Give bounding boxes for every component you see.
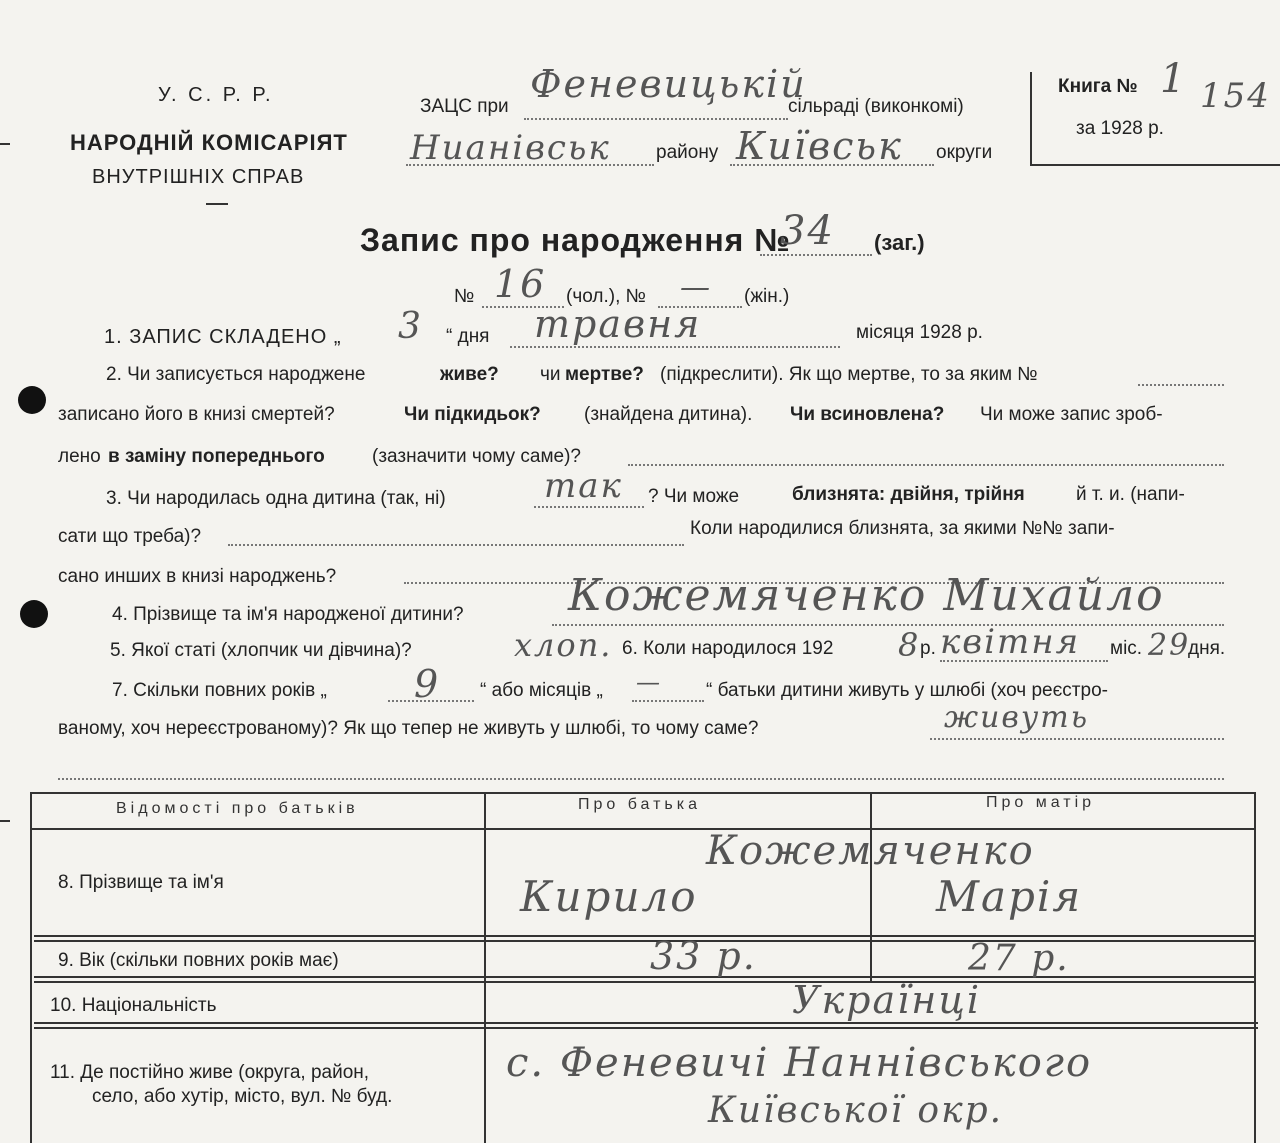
row8-mother-handwritten: Марія [936, 872, 1083, 921]
table-col-divider-1 [484, 792, 486, 1143]
item7-months-handwritten: — [636, 668, 662, 696]
table-border-right [1254, 792, 1256, 1143]
item3-line2-fill [228, 544, 684, 546]
okruha-line [730, 164, 934, 166]
zags-village-handwritten: Феневицькій [530, 62, 807, 106]
item2-replacement: в заміну попереднього [108, 446, 325, 467]
commissariat-line2: ВНУТРІШНІХ СПРАВ [92, 166, 305, 188]
item2-adopted: Чи всиновлена? [790, 404, 945, 425]
item2-or: чи [540, 364, 561, 385]
item6-mis: міс. [1110, 638, 1143, 659]
record-number-line [760, 254, 872, 256]
book-label: Книга № [1058, 76, 1138, 97]
item4-label: 4. Прізвище та ім'я народженої дитини? [112, 604, 464, 625]
item7-years-line [388, 700, 474, 702]
item6-year-handwritten: 8 [898, 626, 921, 664]
zags-village-line [524, 118, 788, 120]
punch-hole [18, 386, 46, 414]
item6-suffix: дня. [1188, 638, 1226, 659]
item3-line1-a: 3. Чи народилась одна дитина (так, ні) [106, 488, 446, 509]
okruha-label: округи [936, 142, 993, 163]
table-header-father: Про батька [578, 796, 701, 813]
item4-answer-handwritten: Кожемяченко Михайло [568, 570, 1165, 621]
row10-label: 10. Національність [50, 995, 217, 1016]
item2-line1-e: (підкреслити). Як що мертве, то за яким № [660, 364, 1038, 385]
commissariat-line1: НАРОДНІЙ КОМІСАРІЯТ [70, 130, 348, 155]
zags-suffix: сільраді (виконкомі) [788, 96, 964, 117]
item6-day-handwritten: 29 [1148, 628, 1191, 663]
item7-months-line [632, 700, 704, 702]
book-box-bottom [1030, 164, 1280, 166]
header-divider [206, 203, 228, 205]
item7-line1-a: 7. Скільки повних років „ [112, 680, 327, 701]
item5-label: 5. Якої статі (хлопчик чи дівчина)? [110, 640, 412, 661]
male-number-handwritten: 16 [494, 262, 547, 306]
item2-line3-c: (зазначити чому саме)? [372, 446, 581, 467]
item5-answer-handwritten: хлоп. [514, 626, 613, 664]
item2-line2-e: Чи може запис зроб- [980, 404, 1163, 425]
item4-answer-line [552, 624, 1224, 626]
edge-mark [0, 143, 10, 145]
item3-answer-line [534, 506, 644, 508]
table-row8-bottom [34, 935, 1256, 937]
table-header-bottom [30, 828, 1254, 830]
raion-handwritten: Нианівськ [410, 128, 611, 168]
item2-line1-a: 2. Чи записується народжене [106, 364, 366, 385]
item7-extra-line [58, 778, 1224, 780]
row9-label: 9. Вік (скільки повних років має) [58, 950, 339, 971]
item3-line2-b: Коли народилися близнята, за якими №№ запи- [690, 518, 1115, 539]
item2-line3-fill [628, 464, 1224, 466]
table-row10-bottom [34, 1022, 1258, 1024]
item6-month-handwritten: квітня [940, 622, 1081, 662]
item2-dead: мертве? [565, 364, 644, 385]
table-row9-bottom-2 [34, 981, 1256, 983]
record-title-suffix: (заг.) [874, 230, 925, 255]
female-label: (жін.) [744, 286, 790, 307]
female-number-handwritten: — [680, 270, 712, 305]
item3-twins: близнята: двійня, трійня [792, 484, 1025, 505]
raion-line [406, 164, 654, 166]
item7-years-handwritten: 9 [414, 662, 441, 706]
item7-line1-c: “ батьки дитини живуть у шлюбі (хоч реєстро- [706, 680, 1108, 701]
okruha-handwritten: Київськ [736, 124, 903, 168]
item3-line2-a: сати що треба)? [58, 526, 202, 547]
row10-nationality-handwritten: Українці [792, 978, 981, 1022]
item1-prefix: 1. ЗАПИС СКЛАДЕНО „ [104, 326, 342, 348]
item2-line1-fill [1138, 384, 1224, 386]
item2-line2-c: (знайдена дитина). [584, 404, 753, 425]
row8-surname-handwritten: Кожемяченко [706, 828, 1035, 874]
table-col-divider-2 [870, 792, 872, 982]
table-border-left [30, 792, 32, 1143]
item1-suffix: місяця 1928 р. [856, 322, 983, 343]
item7-answer-line [930, 738, 1224, 740]
item6-mid: р. [920, 638, 936, 659]
book-box-left [1030, 72, 1032, 164]
table-header-parents: Відомості про батьків [116, 800, 359, 817]
row9-father-handwritten: 33 р. [650, 934, 757, 978]
item2-line3-a: лено [58, 446, 101, 467]
edge-mark [0, 820, 10, 822]
item6-label: 6. Коли народилося 192 [622, 638, 834, 659]
row11-label-line1: 11. Де постійно живе (округа, район, [50, 1062, 370, 1083]
male-label: (чол.), № [566, 286, 647, 307]
record-title: Запис про народження № [360, 222, 791, 258]
male-no-label: № [454, 286, 475, 307]
record-number-handwritten: 34 [780, 208, 835, 254]
book-year: за 1928 р. [1076, 118, 1164, 139]
item7-line2-a: ваному, хоч нереєстрованому)? Як що тепер не живуть у шлюбі, то чому саме? [58, 718, 759, 739]
punch-hole [20, 600, 48, 628]
item1-mid: “ дня [446, 326, 490, 347]
row11-address-line2-handwritten: Київської окр. [708, 1090, 1004, 1131]
book-extra-handwritten: 154 [1200, 76, 1271, 116]
raion-label: району [656, 142, 719, 163]
zags-prefix: ЗАЦС при [420, 96, 509, 117]
item2-foundling: Чи підкидьок? [404, 404, 541, 425]
item3-answer-handwritten: так [544, 466, 623, 506]
item3-line1-d: й т. и. (напи- [1076, 484, 1185, 505]
item1-month-line [510, 346, 840, 348]
item1-month-handwritten: травня [534, 302, 702, 346]
row8-father-handwritten: Кирило [520, 872, 698, 921]
table-header-mother: Про матір [986, 794, 1096, 811]
item7-line1-b: “ або місяців „ [480, 680, 603, 701]
item2-alive: живе? [440, 364, 499, 385]
row11-label-line2: село, або хутір, місто, вул. № буд. [92, 1086, 393, 1107]
item6-month-line [940, 660, 1108, 662]
item1-day-handwritten: 3 [398, 306, 423, 347]
row9-mother-handwritten: 27 р. [968, 938, 1070, 979]
republic-label: У. С. Р. Р. [158, 84, 274, 106]
item3-line3-a: сано инших в книзі народжень? [58, 566, 337, 587]
item3-line1-b: ? Чи може [648, 486, 740, 507]
book-number-handwritten: 1 [1160, 56, 1188, 102]
table-row9-bottom [34, 976, 1256, 978]
row8-label: 8. Прізвище та ім'я [58, 872, 224, 893]
table-row10-bottom-2 [34, 1027, 1258, 1029]
row11-address-line1-handwritten: с. Феневичі Наннівського [506, 1040, 1093, 1086]
item7-answer-handwritten: живуть [944, 700, 1090, 735]
table-row8-bottom-2 [34, 940, 1256, 942]
item2-line2-a: записано його в книзі смертей? [58, 404, 335, 425]
